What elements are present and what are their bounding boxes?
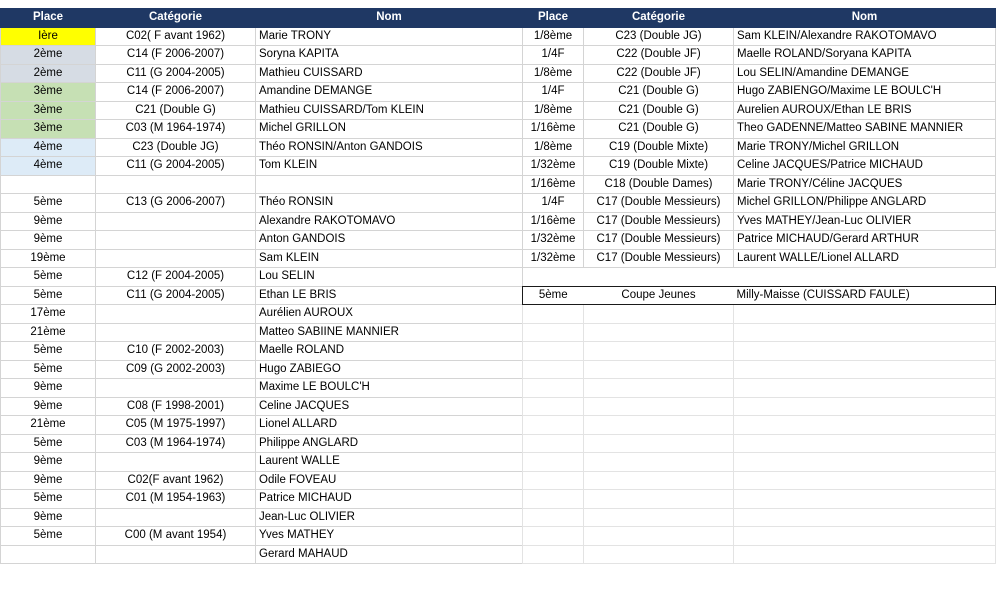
- place-cell[interactable]: 2ème: [1, 64, 96, 83]
- empty-row: [523, 545, 996, 564]
- right-results-table: [522, 8, 996, 564]
- category-cell[interactable]: C12 (F 2004-2005): [96, 268, 256, 287]
- place-cell[interactable]: 5ème: [1, 434, 96, 453]
- empty-cell[interactable]: [584, 527, 734, 546]
- empty-cell[interactable]: [584, 508, 734, 527]
- category-cell[interactable]: C19 (Double Mixte): [584, 138, 734, 157]
- place-cell[interactable]: 1/16ème: [523, 120, 584, 139]
- place-cell[interactable]: 9ème: [1, 231, 96, 250]
- place-cell[interactable]: 5ème: [1, 286, 96, 305]
- empty-row: [523, 527, 996, 546]
- name-cell[interactable]: Patrice MICHAUD/Gerard ARTHUR: [734, 231, 996, 250]
- table-row: [1, 231, 523, 250]
- empty-cell[interactable]: [734, 416, 996, 435]
- empty-row: [523, 305, 996, 324]
- header-row: [1, 9, 523, 28]
- empty-cell[interactable]: [523, 453, 584, 472]
- empty-cell[interactable]: [734, 360, 996, 379]
- empty-cell[interactable]: [523, 379, 584, 398]
- category-cell[interactable]: C22 (Double JF): [584, 64, 734, 83]
- table-row: [523, 249, 996, 268]
- name-cell[interactable]: Yves MATHEY: [256, 527, 523, 546]
- category-cell[interactable]: C02( F avant 1962): [96, 27, 256, 46]
- category-cell[interactable]: [96, 212, 256, 231]
- name-cell[interactable]: Alexandre RAKOTOMAVO: [256, 212, 523, 231]
- name-cell[interactable]: Marie TRONY: [256, 27, 523, 46]
- place-cell[interactable]: 21ème: [1, 323, 96, 342]
- empty-cell[interactable]: [734, 342, 996, 361]
- category-cell[interactable]: C18 (Double Dames): [584, 175, 734, 194]
- place-cell[interactable]: 1/16ème: [523, 212, 584, 231]
- empty-row: [523, 360, 996, 379]
- category-cell[interactable]: C08 (F 1998-2001): [96, 397, 256, 416]
- table-row: [1, 305, 523, 324]
- empty-cell[interactable]: [734, 453, 996, 472]
- empty-row: [523, 397, 996, 416]
- empty-row: [523, 490, 996, 509]
- category-cell[interactable]: C21 (Double G): [584, 101, 734, 120]
- name-cell[interactable]: Amandine DEMANGE: [256, 83, 523, 102]
- place-cell[interactable]: 9ème: [1, 471, 96, 490]
- name-cell[interactable]: Mathieu CUISSARD: [256, 64, 523, 83]
- place-cell[interactable]: 5ème: [1, 194, 96, 213]
- table-row: [1, 194, 523, 213]
- category-cell[interactable]: C19 (Double Mixte): [584, 157, 734, 176]
- empty-cell[interactable]: [734, 490, 996, 509]
- table-row: [1, 83, 523, 102]
- category-cell[interactable]: C11 (G 2004-2005): [96, 64, 256, 83]
- place-cell[interactable]: 1/8ème: [523, 64, 584, 83]
- empty-cell[interactable]: [734, 268, 996, 287]
- empty-cell[interactable]: [523, 508, 584, 527]
- table-row: [1, 416, 523, 435]
- empty-cell[interactable]: [584, 305, 734, 324]
- category-cell[interactable]: [96, 323, 256, 342]
- category-cell[interactable]: C01 (M 1954-1963): [96, 490, 256, 509]
- place-cell[interactable]: 3ème: [1, 120, 96, 139]
- name-cell[interactable]: Lou SELIN/Amandine DEMANGE: [734, 64, 996, 83]
- table-row: [1, 268, 523, 287]
- table-row: [1, 27, 523, 46]
- category-cell[interactable]: C22 (Double JF): [584, 46, 734, 65]
- place-cell[interactable]: 17ème: [1, 305, 96, 324]
- empty-cell[interactable]: [584, 545, 734, 564]
- table-row: [523, 194, 996, 213]
- name-cell[interactable]: [256, 175, 523, 194]
- empty-cell[interactable]: [523, 268, 584, 287]
- category-cell[interactable]: C17 (Double Messieurs): [584, 231, 734, 250]
- place-cell[interactable]: 5ème: [1, 342, 96, 361]
- name-cell[interactable]: Ethan LE BRIS: [256, 286, 523, 305]
- name-cell[interactable]: Théo RONSIN: [256, 194, 523, 213]
- empty-cell[interactable]: [734, 397, 996, 416]
- empty-cell[interactable]: [584, 397, 734, 416]
- empty-cell[interactable]: [584, 342, 734, 361]
- category-cell[interactable]: C10 (F 2002-2003): [96, 342, 256, 361]
- table-row: [523, 64, 996, 83]
- category-cell[interactable]: [96, 249, 256, 268]
- category-cell[interactable]: C13 (G 2006-2007): [96, 194, 256, 213]
- table-row: [1, 138, 523, 157]
- empty-cell[interactable]: [734, 434, 996, 453]
- place-cell[interactable]: 1/32ème: [523, 231, 584, 250]
- category-cell[interactable]: C03 (M 1964-1974): [96, 434, 256, 453]
- category-cell[interactable]: [96, 453, 256, 472]
- empty-cell[interactable]: [584, 360, 734, 379]
- name-cell[interactable]: Celine JACQUES: [256, 397, 523, 416]
- table-row: [1, 64, 523, 83]
- empty-cell[interactable]: [523, 416, 584, 435]
- empty-cell[interactable]: [734, 305, 996, 324]
- empty-cell[interactable]: [523, 471, 584, 490]
- table-row: [1, 508, 523, 527]
- place-cell[interactable]: 9ème: [1, 508, 96, 527]
- empty-cell[interactable]: [523, 545, 584, 564]
- category-cell[interactable]: C23 (Double JG): [96, 138, 256, 157]
- place-cell[interactable]: 19ème: [1, 249, 96, 268]
- header-place: Place: [1, 9, 96, 28]
- place-cell[interactable]: 4ème: [1, 157, 96, 176]
- name-cell[interactable]: Laurent WALLE: [256, 453, 523, 472]
- place-cell[interactable]: Ière: [1, 27, 96, 46]
- category-cell[interactable]: Coupe Jeunes: [584, 286, 734, 305]
- place-cell[interactable]: 3ème: [1, 101, 96, 120]
- table-row: [1, 101, 523, 120]
- name-cell[interactable]: Maelle ROLAND/Soryana KAPITA: [734, 46, 996, 65]
- header-category: Catégorie: [96, 9, 256, 28]
- empty-row: [523, 434, 996, 453]
- place-cell[interactable]: 9ème: [1, 397, 96, 416]
- name-cell[interactable]: Jean-Luc OLIVIER: [256, 508, 523, 527]
- empty-cell[interactable]: [734, 545, 996, 564]
- place-cell[interactable]: 1/8ème: [523, 138, 584, 157]
- name-cell[interactable]: Laurent WALLE/Lionel ALLARD: [734, 249, 996, 268]
- empty-cell[interactable]: [734, 471, 996, 490]
- table-row: [1, 471, 523, 490]
- empty-cell[interactable]: [523, 527, 584, 546]
- table-row: [1, 527, 523, 546]
- place-cell[interactable]: 5ème: [1, 490, 96, 509]
- empty-row: [523, 342, 996, 361]
- place-cell[interactable]: 1/32ème: [523, 157, 584, 176]
- table-row: [523, 138, 996, 157]
- category-cell[interactable]: C21 (Double G): [584, 83, 734, 102]
- empty-row: [523, 416, 996, 435]
- category-cell[interactable]: C17 (Double Messieurs): [584, 249, 734, 268]
- category-cell[interactable]: C23 (Double JG): [584, 27, 734, 46]
- name-cell[interactable]: Marie TRONY/Céline JACQUES: [734, 175, 996, 194]
- header-place: Place: [523, 9, 584, 28]
- name-cell[interactable]: Maelle ROLAND: [256, 342, 523, 361]
- category-cell[interactable]: C14 (F 2006-2007): [96, 83, 256, 102]
- table-row: [1, 397, 523, 416]
- table-row: [1, 212, 523, 231]
- header-name: Nom: [734, 9, 996, 28]
- category-cell[interactable]: C21 (Double G): [96, 101, 256, 120]
- place-cell[interactable]: [1, 545, 96, 564]
- table-row: [523, 175, 996, 194]
- place-cell[interactable]: 21ème: [1, 416, 96, 435]
- place-cell[interactable]: 2ème: [1, 46, 96, 65]
- empty-cell[interactable]: [584, 268, 734, 287]
- name-cell[interactable]: Milly-Maisse (CUISSARD FAULE): [734, 286, 996, 305]
- table-row: [1, 286, 523, 305]
- empty-cell[interactable]: [734, 379, 996, 398]
- table-row: [523, 212, 996, 231]
- blank-row: [523, 268, 996, 287]
- header-name: Nom: [256, 9, 523, 28]
- table-row: [1, 490, 523, 509]
- empty-cell[interactable]: [584, 490, 734, 509]
- place-cell[interactable]: 9ème: [1, 379, 96, 398]
- name-cell[interactable]: Sam KLEIN/Alexandre RAKOTOMAVO: [734, 27, 996, 46]
- empty-cell[interactable]: [523, 397, 584, 416]
- empty-row: [523, 379, 996, 398]
- place-cell[interactable]: 4ème: [1, 138, 96, 157]
- empty-cell[interactable]: [584, 416, 734, 435]
- table-row: [1, 342, 523, 361]
- empty-cell[interactable]: [734, 527, 996, 546]
- empty-cell[interactable]: [523, 305, 584, 324]
- table-row: [523, 157, 996, 176]
- empty-cell[interactable]: [584, 453, 734, 472]
- empty-row: [523, 453, 996, 472]
- table-row: [1, 434, 523, 453]
- name-cell[interactable]: Philippe ANGLARD: [256, 434, 523, 453]
- name-cell[interactable]: Mathieu CUISSARD/Tom KLEIN: [256, 101, 523, 120]
- name-cell[interactable]: Théo RONSIN/Anton GANDOIS: [256, 138, 523, 157]
- empty-cell[interactable]: [734, 508, 996, 527]
- name-cell[interactable]: Patrice MICHAUD: [256, 490, 523, 509]
- place-cell[interactable]: 5ème: [1, 360, 96, 379]
- empty-cell[interactable]: [584, 323, 734, 342]
- place-cell[interactable]: 1/32ème: [523, 249, 584, 268]
- name-cell[interactable]: Hugo ZABIEGO: [256, 360, 523, 379]
- name-cell[interactable]: Odile FOVEAU: [256, 471, 523, 490]
- place-cell[interactable]: 5ème: [523, 286, 584, 305]
- place-cell[interactable]: 5ème: [1, 527, 96, 546]
- empty-cell[interactable]: [584, 379, 734, 398]
- table-row: [1, 323, 523, 342]
- category-cell[interactable]: [96, 508, 256, 527]
- table-row: [523, 120, 996, 139]
- header-category: Catégorie: [584, 9, 734, 28]
- name-cell[interactable]: Celine JACQUES/Patrice MICHAUD: [734, 157, 996, 176]
- name-cell[interactable]: Yves MATHEY/Jean-Luc OLIVIER: [734, 212, 996, 231]
- category-cell[interactable]: [96, 545, 256, 564]
- category-cell[interactable]: [96, 175, 256, 194]
- empty-row: [523, 508, 996, 527]
- category-cell[interactable]: C09 (G 2002-2003): [96, 360, 256, 379]
- place-cell[interactable]: [1, 175, 96, 194]
- empty-cell[interactable]: [584, 434, 734, 453]
- place-cell[interactable]: 1/4F: [523, 83, 584, 102]
- empty-cell[interactable]: [523, 342, 584, 361]
- name-cell[interactable]: Gerard MAHAUD: [256, 545, 523, 564]
- empty-cell[interactable]: [523, 360, 584, 379]
- name-cell[interactable]: Marie TRONY/Michel GRILLON: [734, 138, 996, 157]
- empty-cell[interactable]: [523, 434, 584, 453]
- header-row: [523, 9, 996, 28]
- table-row: [1, 157, 523, 176]
- name-cell[interactable]: Matteo SABIINE MANNIER: [256, 323, 523, 342]
- category-cell[interactable]: C17 (Double Messieurs): [584, 212, 734, 231]
- table-row: [1, 46, 523, 65]
- table-row: [523, 83, 996, 102]
- left-results-table: [0, 8, 523, 564]
- name-cell[interactable]: Sam KLEIN: [256, 249, 523, 268]
- name-cell[interactable]: Maxime LE BOULC'H: [256, 379, 523, 398]
- empty-row: [523, 471, 996, 490]
- category-cell[interactable]: C14 (F 2006-2007): [96, 46, 256, 65]
- table-row: [1, 453, 523, 472]
- category-cell[interactable]: [96, 231, 256, 250]
- name-cell[interactable]: Anton GANDOIS: [256, 231, 523, 250]
- name-cell[interactable]: Lou SELIN: [256, 268, 523, 287]
- name-cell[interactable]: Theo GADENNE/Matteo SABINE MANNIER: [734, 120, 996, 139]
- name-cell[interactable]: Tom KLEIN: [256, 157, 523, 176]
- category-cell[interactable]: [96, 379, 256, 398]
- place-cell[interactable]: 1/8ème: [523, 101, 584, 120]
- place-cell[interactable]: 3ème: [1, 83, 96, 102]
- category-cell[interactable]: C03 (M 1964-1974): [96, 120, 256, 139]
- table-row: [1, 360, 523, 379]
- table-row: [1, 249, 523, 268]
- place-cell[interactable]: 1/8ème: [523, 27, 584, 46]
- table-row: [523, 27, 996, 46]
- place-cell[interactable]: 1/4F: [523, 46, 584, 65]
- name-cell[interactable]: Michel GRILLON: [256, 120, 523, 139]
- name-cell[interactable]: Aurélien AUROUX: [256, 305, 523, 324]
- empty-cell[interactable]: [523, 323, 584, 342]
- category-cell[interactable]: C11 (G 2004-2005): [96, 157, 256, 176]
- table-row: [523, 101, 996, 120]
- table-row: [523, 46, 996, 65]
- category-cell[interactable]: C17 (Double Messieurs): [584, 194, 734, 213]
- place-cell[interactable]: 5ème: [1, 268, 96, 287]
- place-cell[interactable]: 1/4F: [523, 194, 584, 213]
- table-row: [1, 120, 523, 139]
- table-row: [523, 231, 996, 250]
- table-row: [1, 545, 523, 564]
- category-cell[interactable]: [96, 305, 256, 324]
- empty-cell[interactable]: [584, 471, 734, 490]
- category-cell[interactable]: C21 (Double G): [584, 120, 734, 139]
- name-cell[interactable]: Lionel ALLARD: [256, 416, 523, 435]
- name-cell[interactable]: Soryna KAPITA: [256, 46, 523, 65]
- empty-cell[interactable]: [523, 490, 584, 509]
- place-cell[interactable]: 1/16ème: [523, 175, 584, 194]
- table-row: [1, 175, 523, 194]
- name-cell[interactable]: Michel GRILLON/Philippe ANGLARD: [734, 194, 996, 213]
- coupe-row: [523, 286, 996, 305]
- name-cell[interactable]: Hugo ZABIENGO/Maxime LE BOULC'H: [734, 83, 996, 102]
- empty-row: [523, 323, 996, 342]
- name-cell[interactable]: Aurelien AUROUX/Ethan LE BRIS: [734, 101, 996, 120]
- category-cell[interactable]: C11 (G 2004-2005): [96, 286, 256, 305]
- place-cell[interactable]: 9ème: [1, 453, 96, 472]
- empty-cell[interactable]: [734, 323, 996, 342]
- table-row: [1, 379, 523, 398]
- place-cell[interactable]: 9ème: [1, 212, 96, 231]
- category-cell[interactable]: C00 (M avant 1954): [96, 527, 256, 546]
- category-cell[interactable]: C05 (M 1975-1997): [96, 416, 256, 435]
- category-cell[interactable]: C02(F avant 1962): [96, 471, 256, 490]
